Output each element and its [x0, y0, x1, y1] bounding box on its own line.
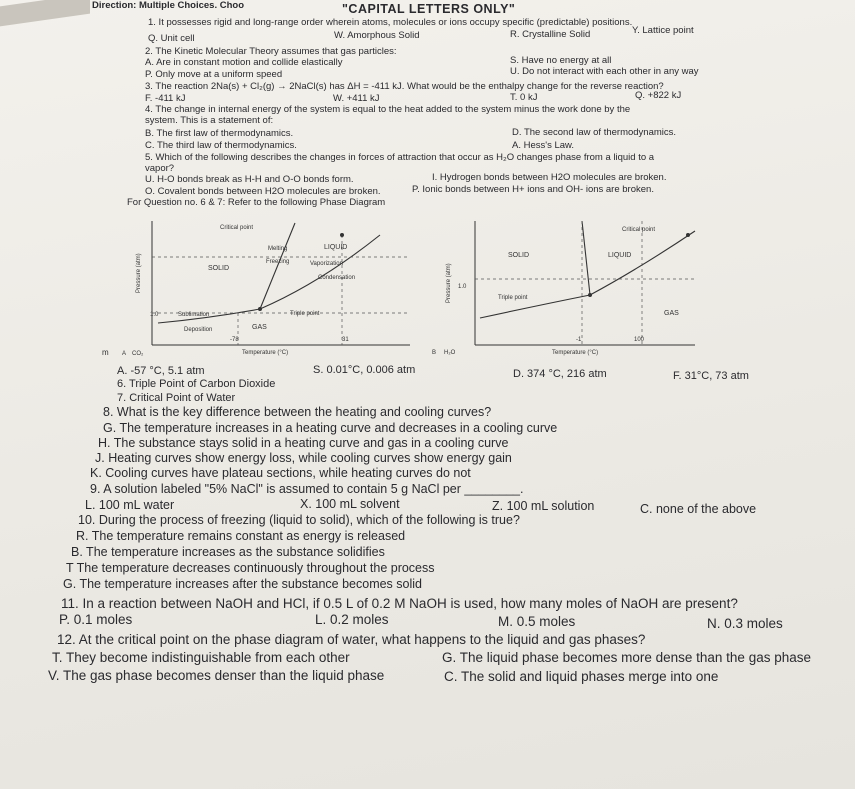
h2o-pressure-tick: 1.0 [458, 284, 467, 290]
h2o-gas-label: GAS [664, 310, 679, 317]
q4-stem-2: system. This is a statement of: [145, 115, 274, 126]
co2-deposition-label: Deposition [184, 327, 213, 333]
q9-stem: 9. A solution labeled "5% NaCl" is assumed to contain 5 g NaCl per ________. [90, 482, 524, 496]
phase-choice-s: S. 0.01°C, 0.006 atm [313, 364, 416, 376]
q3-option-q: Q. +822 kJ [635, 90, 682, 101]
co2-caption-letter: m [102, 348, 109, 357]
q8-option-j: J. Heating curves show energy loss, while cooling curves show energy gain [95, 451, 512, 465]
q5-option-u: U. H-O bonds break as H-H and O-O bonds form. [145, 174, 354, 185]
h2o-temp-tick-1: -1 [576, 337, 582, 343]
q4-option-c: C. The third law of thermodynamics. [145, 140, 297, 151]
q1-stem: 1. It possesses rigid and long-range order wherein atoms, molecules or ions occupy specific (predictable) positions. [148, 17, 633, 28]
q2-stem: 2. The Kinetic Molecular Theory assumes that gas particles: [145, 46, 397, 57]
q4-option-a: A. Hess's Law. [512, 140, 575, 151]
h2o-critical-point-label: Critical point [622, 227, 656, 233]
h2o-phase-diagram [432, 213, 710, 363]
q12-option-g: G. The liquid phase becomes more dense than the gas phase [442, 650, 811, 665]
co2-gas-label: GAS [252, 324, 267, 331]
q2-option-u: U. Do not interact with each other in any way [510, 66, 699, 77]
q12-option-t: T. They become indistinguishable from each other [52, 650, 350, 665]
q12-stem: 12. At the critical point on the phase diagram of water, what happens to the liquid and gas phases? [57, 632, 646, 647]
co2-melting-label: Melting [268, 246, 288, 252]
phase-diagram-intro: For Question no. 6 & 7: Refer to the following Phase Diagram [127, 197, 386, 208]
co2-liquid-label: LIQUID [324, 244, 348, 251]
q1-option-q: Q. Unit cell [148, 33, 195, 44]
q4-option-b: B. The first law of thermodynamics. [145, 128, 294, 139]
q11-option-l: L. 0.2 moles [315, 612, 389, 627]
q5-option-i: I. Hydrogen bonds between H2O molecules are broken. [432, 172, 667, 183]
q9-option-x: X. 100 mL solvent [300, 497, 400, 511]
q4-option-d: D. The second law of thermodynamics. [512, 127, 677, 138]
co2-condensation-label: Condensation [318, 275, 356, 281]
co2-freezing-label: Freezing [266, 259, 290, 265]
q5-option-o: O. Covalent bonds between H2O molecules are broken. [145, 186, 381, 197]
q7-text: 7. Critical Point of Water [117, 392, 236, 404]
q10-option-g: G. The temperature increases after the substance becomes solid [63, 577, 422, 591]
q5-stem-2: vapor? [145, 163, 175, 174]
h2o-caption-letter: B [432, 350, 437, 356]
phase-choice-f: F. 31°C, 73 atm [673, 370, 749, 382]
q10-stem: 10. During the process of freezing (liquid to solid), which of the following is true? [78, 513, 520, 527]
h2o-caption-sub: H₂O [444, 350, 456, 356]
q3-option-f: F. -411 kJ [145, 93, 186, 104]
q11-option-n: N. 0.3 moles [707, 616, 783, 631]
q6-text: 6. Triple Point of Carbon Dioxide [117, 378, 276, 390]
q9-option-z: Z. 100 mL solution [492, 499, 595, 513]
h2o-solid-label: SOLID [508, 252, 530, 259]
q9-option-c: C. none of the above [640, 502, 757, 516]
co2-solid-label: SOLID [208, 265, 230, 272]
direction-text: Direction: Multiple Choices. Choo [92, 0, 245, 11]
q4-stem-1: 4. The change in internal energy of the system is equal to the heat added to the system minus the work done by the [145, 104, 631, 115]
co2-temp-tick-2: 31 [342, 337, 349, 343]
q5-option-p: P. Ionic bonds between H+ ions and OH- ions are broken. [412, 184, 654, 195]
q8-option-g: G. The temperature increases in a heating curve and decreases in a cooling curve [103, 421, 558, 435]
q11-option-p: P. 0.1 moles [59, 612, 133, 627]
page-title: "CAPITAL LETTERS ONLY" [342, 2, 516, 16]
co2-caption-a: A [122, 351, 127, 357]
q3-stem: 3. The reaction 2Na(s) + Cl₂(g) → 2NaCl(s) has ΔH = -411 kJ. What would be the enthalpy change for the reverse reaction? [145, 81, 664, 92]
q8-option-k: K. Cooling curves have plateau sections, while heating curves do not [90, 466, 471, 480]
q9-option-l: L. 100 mL water [85, 498, 175, 512]
q11-stem: 11. In a reaction between NaOH and HCl, if 0.5 L of 0.2 M NaOH is used, how many moles of NaOH are present? [61, 596, 738, 611]
q11-option-m: M. 0.5 moles [498, 614, 576, 629]
phase-choice-d: D. 374 °C, 216 atm [513, 368, 607, 380]
phase-choice-a: A. -57 °C, 5.1 atm [117, 365, 205, 377]
h2o-pressure-axis-label: Pressure (atm) [446, 263, 452, 303]
q10-option-b: B. The temperature increases as the substance solidifies [71, 545, 385, 559]
q3-option-w: W. +411 kJ [333, 93, 380, 104]
q2-option-p: P. Only move at a uniform speed [145, 69, 283, 80]
co2-phase-diagram [102, 213, 450, 363]
q10-option-t: T The temperature decreases continuously throughout the process [66, 561, 435, 575]
q2-option-s: S. Have no energy at all [510, 55, 612, 66]
h2o-temperature-axis-label: Temperature (°C) [552, 350, 599, 356]
q1-option-w: W. Amorphous Solid [334, 30, 420, 41]
co2-critical-point-label: Critical point [220, 225, 254, 231]
co2-temp-tick-1: -78 [230, 337, 239, 343]
q8-stem: 8. What is the key difference between the heating and cooling curves? [103, 405, 492, 419]
q2-option-a: A. Are in constant motion and collide elastically [145, 57, 343, 68]
co2-pressure-axis-label: Pressure (atm) [136, 253, 142, 293]
folded-corner [0, 0, 90, 26]
q12-option-c: C. The solid and liquid phases merge into one [444, 669, 719, 684]
co2-triple-point-label: Triple point [290, 311, 320, 317]
q1-option-r: R. Crystalline Solid [510, 29, 591, 40]
co2-caption-sub: CO₂ [132, 351, 144, 357]
co2-temperature-axis-label: Temperature (°C) [242, 350, 289, 356]
q8-option-h: H. The substance stays solid in a heating curve and gas in a cooling curve [98, 436, 509, 450]
q5-stem-1: 5. Which of the following describes the changes in forces of attraction that occur as H₂O changes phase from a liquid to a [145, 152, 655, 163]
q12-option-v: V. The gas phase becomes denser than the liquid phase [48, 668, 385, 683]
h2o-temp-tick-2: 100 [634, 337, 645, 343]
co2-vaporization-label: Vaporization [310, 261, 343, 267]
q1-option-y: Y. Lattice point [632, 25, 694, 36]
q10-option-r: R. The temperature remains constant as energy is released [76, 529, 406, 543]
co2-pressure-tick: 1.0 [150, 312, 159, 318]
q3-option-t: T. 0 kJ [510, 92, 538, 103]
co2-sublimation-label: Sublimation [178, 312, 210, 318]
h2o-triple-point-label: Triple point [498, 295, 528, 301]
h2o-liquid-label: LIQUID [608, 252, 632, 259]
